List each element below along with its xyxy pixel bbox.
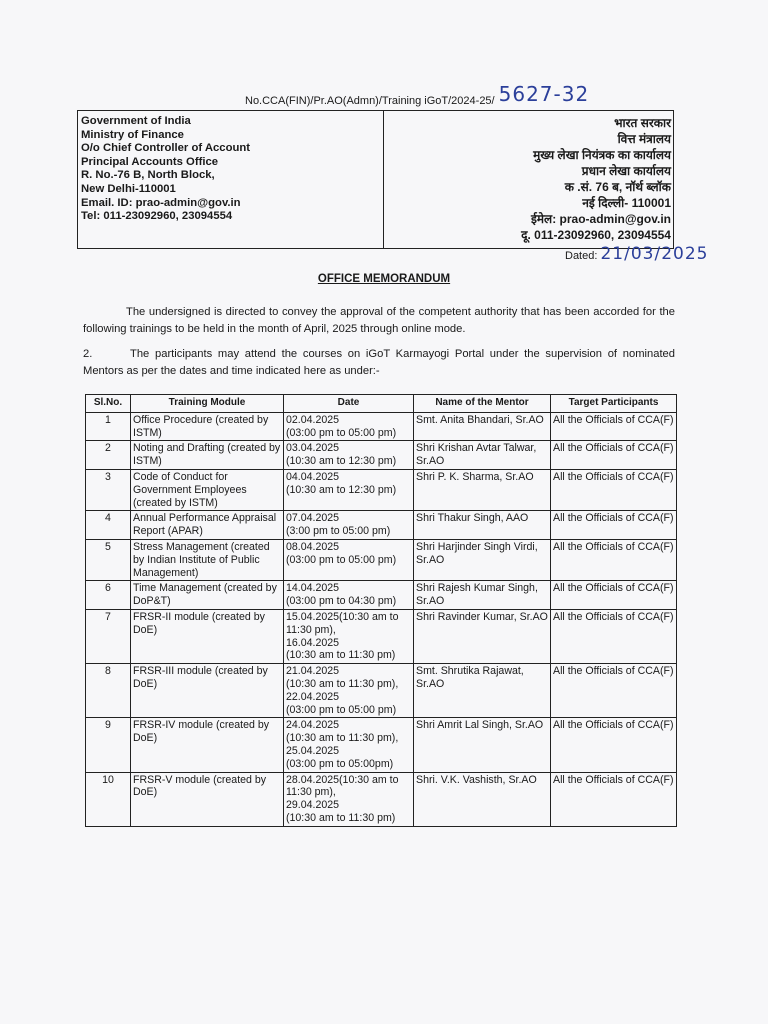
cell-mentor: Shri Amrit Lal Singh, Sr.AO	[414, 718, 551, 772]
table-row	[86, 609, 677, 663]
dated-line	[565, 244, 708, 264]
cell-date: 07.04.2025 (3:00 pm to 05:00 pm)	[284, 511, 414, 540]
cell-sl-no: 1	[86, 412, 131, 441]
dated-label: Dated:	[565, 250, 598, 262]
cell-mentor: Shri Krishan Avtar Talwar, Sr.AO	[414, 441, 551, 470]
letterhead-en-line: Principal Accounts Office	[81, 155, 219, 168]
table-row	[86, 581, 677, 610]
header-date: Date	[284, 395, 414, 413]
paragraph-2-number: 2.	[83, 348, 93, 360]
cell-module: Noting and Drafting (created by ISTM)	[131, 441, 284, 470]
letterhead-hi-line: भारत सरकार	[614, 116, 671, 130]
cell-date: 08.04.2025 (03:00 pm to 05:00 pm)	[284, 539, 414, 580]
cell-module: FRSR-III module (created by DoE)	[131, 664, 284, 718]
cell-module: Code of Conduct for Government Employees (created by ISTM)	[131, 469, 284, 510]
letterhead	[77, 110, 674, 249]
cell-target: All the Officials of CCA(F)	[551, 511, 677, 540]
table-row	[86, 772, 677, 826]
cell-sl-no: 4	[86, 511, 131, 540]
table-row	[86, 412, 677, 441]
cell-date: 14.04.2025 (03:00 pm to 04:30 pm)	[284, 581, 414, 610]
letterhead-en-line: Ministry of Finance	[81, 128, 184, 141]
letterhead-en-line: R. No.-76 B, North Block,	[81, 169, 215, 182]
table-row	[86, 469, 677, 510]
cell-module: FRSR-II module (created by DoE)	[131, 609, 284, 663]
cell-mentor: Smt. Shrutika Rajawat, Sr.AO	[414, 664, 551, 718]
table-row	[86, 539, 677, 580]
letterhead-hi-line: मुख्य लेखा नियंत्रक का कार्यालय	[533, 148, 671, 162]
cell-sl-no: 6	[86, 581, 131, 610]
cell-mentor: Shri Ravinder Kumar, Sr.AO	[414, 609, 551, 663]
cell-date: 02.04.2025 (03:00 pm to 05:00 pm)	[284, 412, 414, 441]
cell-sl-no: 7	[86, 609, 131, 663]
table-row	[86, 664, 677, 718]
reference-number	[245, 82, 590, 109]
cell-target: All the Officials of CCA(F)	[551, 412, 677, 441]
cell-date: 24.04.2025 (10:30 am to 11:30 pm), 25.04.2025 (03:00 pm to 05:00pm)	[284, 718, 414, 772]
cell-mentor: Shri. V.K. Vashisth, Sr.AO	[414, 772, 551, 826]
paragraph-2-text: The participants may attend the courses on iGoT Karmayogi Portal under the supervision of nominated Mentors as per the dates and time indicated here as under:-	[83, 348, 675, 377]
letterhead-en-line: Government of India	[81, 115, 191, 127]
handwritten-reference-number: 5627-32	[498, 82, 590, 106]
cell-target: All the Officials of CCA(F)	[551, 469, 677, 510]
cell-sl-no: 5	[86, 539, 131, 580]
cell-target: All the Officials of CCA(F)	[551, 772, 677, 826]
cell-date: 15.04.2025(10:30 am to 11:30 pm), 16.04.2025 (10:30 am to 11:30 pm)	[284, 609, 414, 663]
cell-date: 03.04.2025 (10:30 am to 12:30 pm)	[284, 441, 414, 470]
cell-target: All the Officials of CCA(F)	[551, 441, 677, 470]
cell-target: All the Officials of CCA(F)	[551, 539, 677, 580]
cell-mentor: Smt. Anita Bhandari, Sr.AO	[414, 412, 551, 441]
header-sl-no: Sl.No.	[86, 395, 131, 413]
header-target-participants: Target Participants	[551, 395, 677, 413]
letterhead-en-email: Email. ID: prao-admin@gov.in	[81, 196, 241, 209]
table-row	[86, 718, 677, 772]
training-schedule-table	[85, 394, 677, 827]
letterhead-hi-line: प्रधान लेखा कार्यालय	[581, 164, 671, 178]
cell-sl-no: 8	[86, 664, 131, 718]
cell-target: All the Officials of CCA(F)	[551, 581, 677, 610]
cell-module: Stress Management (created by Indian Institute of Public Management)	[131, 539, 284, 580]
paragraph-1: The undersigned is directed to convey the approval of the competent authority that has been accorded for the following trainings to be held in the month of April, 2025 through online mode.	[83, 306, 675, 335]
cell-module: Annual Performance Appraisal Report (APAR)	[131, 511, 284, 540]
handwritten-date: 21/03/2025	[600, 244, 709, 264]
letterhead-hi-email: ईमेल: prao-admin@gov.in	[530, 212, 671, 226]
cell-sl-no: 9	[86, 718, 131, 772]
letterhead-hi-line: वित्त मंत्रालय	[617, 132, 671, 146]
cell-sl-no: 10	[86, 772, 131, 826]
cell-target: All the Officials of CCA(F)	[551, 609, 677, 663]
reference-number-text: No.CCA(FIN)/Pr.AO(Admn)/Training iGoT/2024-25/	[245, 95, 495, 107]
letterhead-hi-line: क .सं. 76 ब, नॉर्थ ब्लॉक	[564, 180, 671, 194]
letterhead-hi-phone: दू. 011-23092960, 23094554	[521, 228, 671, 242]
cell-date: 21.04.2025 (10:30 am to 11:30 pm), 22.04.2025 (03:00 pm to 05:00 pm)	[284, 664, 414, 718]
table-row	[86, 441, 677, 470]
cell-module: FRSR-V module (created by DoE)	[131, 772, 284, 826]
letterhead-english	[78, 111, 384, 248]
cell-mentor: Shri Harjinder Singh Virdi, Sr.AO	[414, 539, 551, 580]
letterhead-en-phone: Tel: 011-23092960, 23094554	[81, 210, 233, 223]
cell-sl-no: 2	[86, 441, 131, 470]
cell-module: Office Procedure (created by ISTM)	[131, 412, 284, 441]
table-header-row	[86, 395, 677, 413]
header-training-module: Training Module	[131, 395, 284, 413]
cell-date: 04.04.2025 (10:30 am to 12:30 pm)	[284, 469, 414, 510]
document-title: OFFICE MEMORANDUM	[317, 273, 451, 285]
letterhead-hindi	[384, 111, 673, 248]
cell-mentor: Shri P. K. Sharma, Sr.AO	[414, 469, 551, 510]
cell-target: All the Officials of CCA(F)	[551, 664, 677, 718]
cell-module: Time Management (created by DoP&T)	[131, 581, 284, 610]
cell-mentor: Shri Thakur Singh, AAO	[414, 511, 551, 540]
paragraph-2	[83, 346, 675, 380]
table-row	[86, 511, 677, 540]
cell-module: FRSR-IV module (created by DoE)	[131, 718, 284, 772]
letterhead-en-line: New Delhi-110001	[81, 182, 176, 195]
cell-sl-no: 3	[86, 469, 131, 510]
cell-date: 28.04.2025(10:30 am to 11:30 pm), 29.04.2025 (10:30 am to 11:30 pm)	[284, 772, 414, 826]
letterhead-en-line: O/o Chief Controller of Account	[81, 142, 251, 155]
letterhead-hi-line: नई दिल्ली- 110001	[582, 196, 671, 210]
cell-target: All the Officials of CCA(F)	[551, 718, 677, 772]
header-mentor: Name of the Mentor	[414, 395, 551, 413]
cell-mentor: Shri Rajesh Kumar Singh, Sr.AO	[414, 581, 551, 610]
